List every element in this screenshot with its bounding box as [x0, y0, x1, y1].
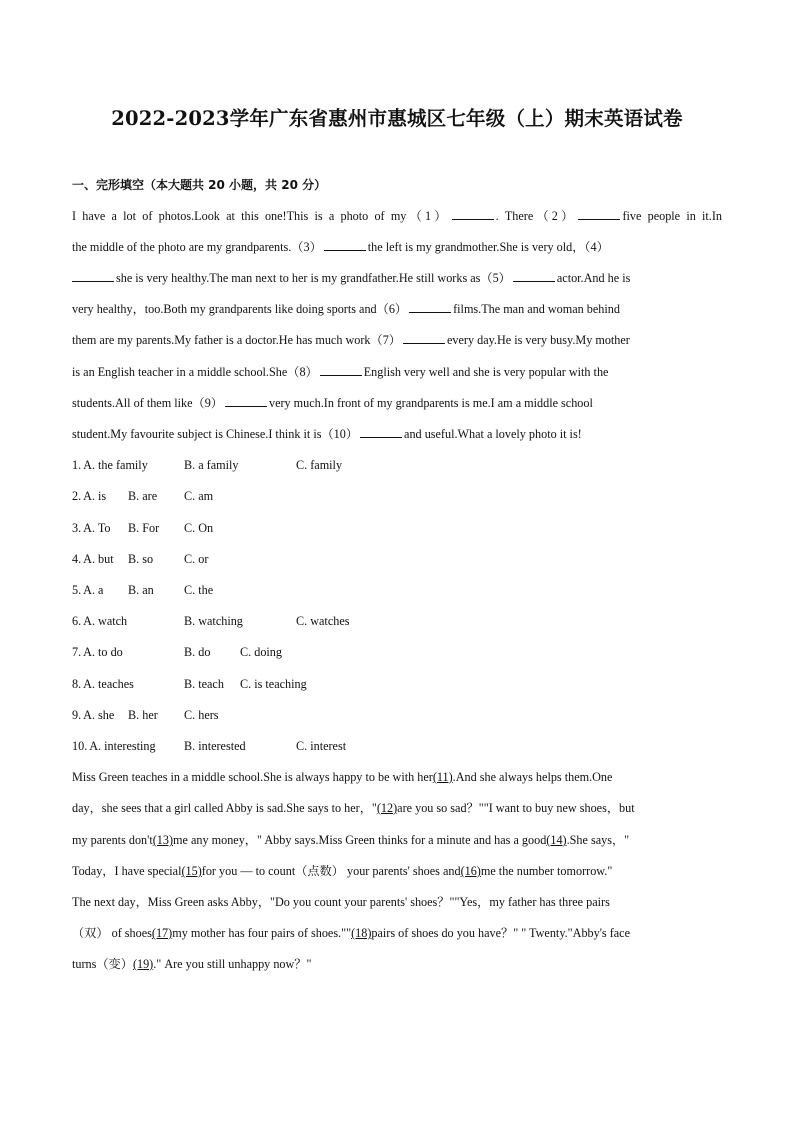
question-row [0, 486, 794, 506]
option-label: A. watch [83, 614, 128, 628]
question-number: (12) [376, 801, 398, 815]
question-row [0, 736, 794, 756]
option-label: A. but [83, 552, 114, 566]
passage-line: turns（变）(19)." Are you still unhappy now？" [72, 957, 312, 971]
option-b[interactable]: B. her [128, 708, 158, 722]
passage-line: very healthy，too.Both my grandparents like doing sports and（6） films.The man and woman behind [72, 302, 620, 316]
option-c[interactable]: C. family [296, 458, 343, 472]
option-label: A. to do [83, 645, 123, 659]
passage-line: student.My favourite subject is Chinese.I think it is（10） and useful.What a lovely photo it is! [72, 427, 582, 441]
option-a[interactable] [72, 642, 123, 662]
question-row [0, 611, 794, 631]
option-a[interactable] [72, 549, 114, 569]
question-number: (17) [151, 926, 173, 940]
passage-line: I have a lot of photos.Look at this one!This is a photo of my（1） . There（2） five people in it.In [72, 209, 722, 223]
question-row [0, 549, 794, 569]
passage-line: Miss Green teaches in a middle school.She is always happy to be with her(11).And she always helps them.One [72, 770, 613, 784]
option-a[interactable] [72, 486, 106, 506]
passage-line: the middle of the photo are my grandparents.（3） the left is my grandmother.She is very old，（4） [72, 240, 609, 254]
passage-line: my parents don't(13)me any money，" Abby says.Miss Green thinks for a minute and has a good(14).She says，" [72, 833, 630, 847]
option-b[interactable]: B. so [128, 552, 154, 566]
passage-line: is an English teacher in a middle school.She（8） English very well and she is very popular with the [72, 365, 609, 379]
question-number: (13) [152, 833, 174, 847]
question-number: 3. [72, 521, 82, 535]
answer-blank[interactable] [72, 269, 114, 282]
passage-line: students.All of them like（9） very much.In front of my grandparents is me.I am a middle school [72, 396, 593, 410]
passage-line: The next day，Miss Green asks Abby，"Do you count your parents' shoes？""Yes，my father has three pairs [72, 895, 610, 909]
question-number: (14) [546, 833, 567, 847]
option-b[interactable]: B. an [128, 583, 154, 597]
section-heading: 一、完形填空（本大题共 20 小题，共 20 分） [72, 178, 327, 192]
option-b[interactable]: B. a family [184, 458, 239, 472]
option-c[interactable]: C. hers [184, 708, 219, 722]
question-number: 7. [72, 645, 82, 659]
option-c[interactable]: C. On [184, 521, 214, 535]
option-label: A. interesting [89, 739, 156, 753]
question-row [0, 705, 794, 725]
option-a[interactable] [72, 705, 114, 725]
option-label: A. teaches [83, 677, 134, 691]
question-number: 1. [72, 458, 82, 472]
option-c[interactable]: C. or [184, 552, 209, 566]
answer-blank[interactable] [324, 238, 366, 251]
question-number: (19) [132, 957, 154, 971]
answer-blank[interactable] [360, 425, 402, 438]
answer-blank[interactable] [403, 331, 445, 344]
option-b[interactable]: B. are [128, 489, 158, 503]
option-b[interactable]: B. watching [184, 614, 243, 628]
option-c[interactable]: C. am [184, 489, 214, 503]
option-a[interactable] [72, 736, 156, 756]
question-number: (15) [181, 864, 202, 878]
question-number: (16) [460, 864, 481, 878]
option-a[interactable] [72, 580, 103, 600]
option-a[interactable] [72, 674, 134, 694]
question-row [0, 455, 794, 475]
question-number: 5. [72, 583, 82, 597]
question-number: 4. [72, 552, 82, 566]
question-row [0, 642, 794, 662]
answer-blank[interactable] [578, 207, 620, 220]
option-label: A. is [83, 489, 107, 503]
passage-line: them are my parents.My father is a doctor.He has much work（7） every day.He is very busy.My mother [72, 333, 630, 347]
answer-blank[interactable] [513, 269, 555, 282]
option-label: A. To [83, 521, 111, 535]
passage-line: she is very healthy.The man next to her is my grandfather.He still works as（5） actor.And he is [72, 268, 722, 288]
question-number: 6. [72, 614, 82, 628]
option-a[interactable] [72, 611, 127, 631]
question-row [0, 518, 794, 538]
option-label: A. a [83, 583, 104, 597]
question-row [0, 580, 794, 600]
answer-blank[interactable] [225, 394, 267, 407]
option-a[interactable] [72, 455, 148, 475]
option-a[interactable] [72, 518, 111, 538]
question-row [0, 674, 794, 694]
option-label: A. she [83, 708, 115, 722]
option-c[interactable]: C. watches [296, 614, 350, 628]
answer-blank[interactable] [320, 363, 362, 376]
option-b[interactable]: B. teach [184, 677, 224, 691]
option-c[interactable]: C. interest [296, 739, 347, 753]
passage-line: Today，I have special(15)for you — to count（点数） your parents' shoes and(16)me the number tomorrow." [72, 864, 613, 878]
option-b[interactable]: B. For [128, 521, 160, 535]
option-c[interactable]: C. the [184, 583, 214, 597]
question-number: 2. [72, 489, 82, 503]
option-c[interactable]: C. doing [240, 645, 282, 659]
question-number: 9. [72, 708, 82, 722]
option-c[interactable]: C. is teaching [240, 677, 307, 691]
passage-line: day，she sees that a girl called Abby is sad.She says to her，"(12)are you so sad？""I want to buy new shoes，but [72, 801, 635, 815]
question-number: 8. [72, 677, 82, 691]
question-number: 10. [72, 739, 88, 753]
option-b[interactable]: B. do [184, 645, 211, 659]
passage-line: （双） of shoes(17)my mother has four pairs of shoes.""(18)pairs of shoes do you have？" " Twenty."Abby's face [72, 926, 630, 940]
answer-blank[interactable] [452, 207, 494, 220]
answer-blank[interactable] [409, 300, 451, 313]
exam-title: 2022-2023学年广东省惠州市惠城区七年级（上）期末英语试卷 [111, 107, 683, 130]
option-b[interactable]: B. interested [184, 739, 246, 753]
question-number: (18) [351, 926, 372, 940]
option-label: A. the family [83, 458, 148, 472]
question-number: (11) [432, 770, 453, 784]
